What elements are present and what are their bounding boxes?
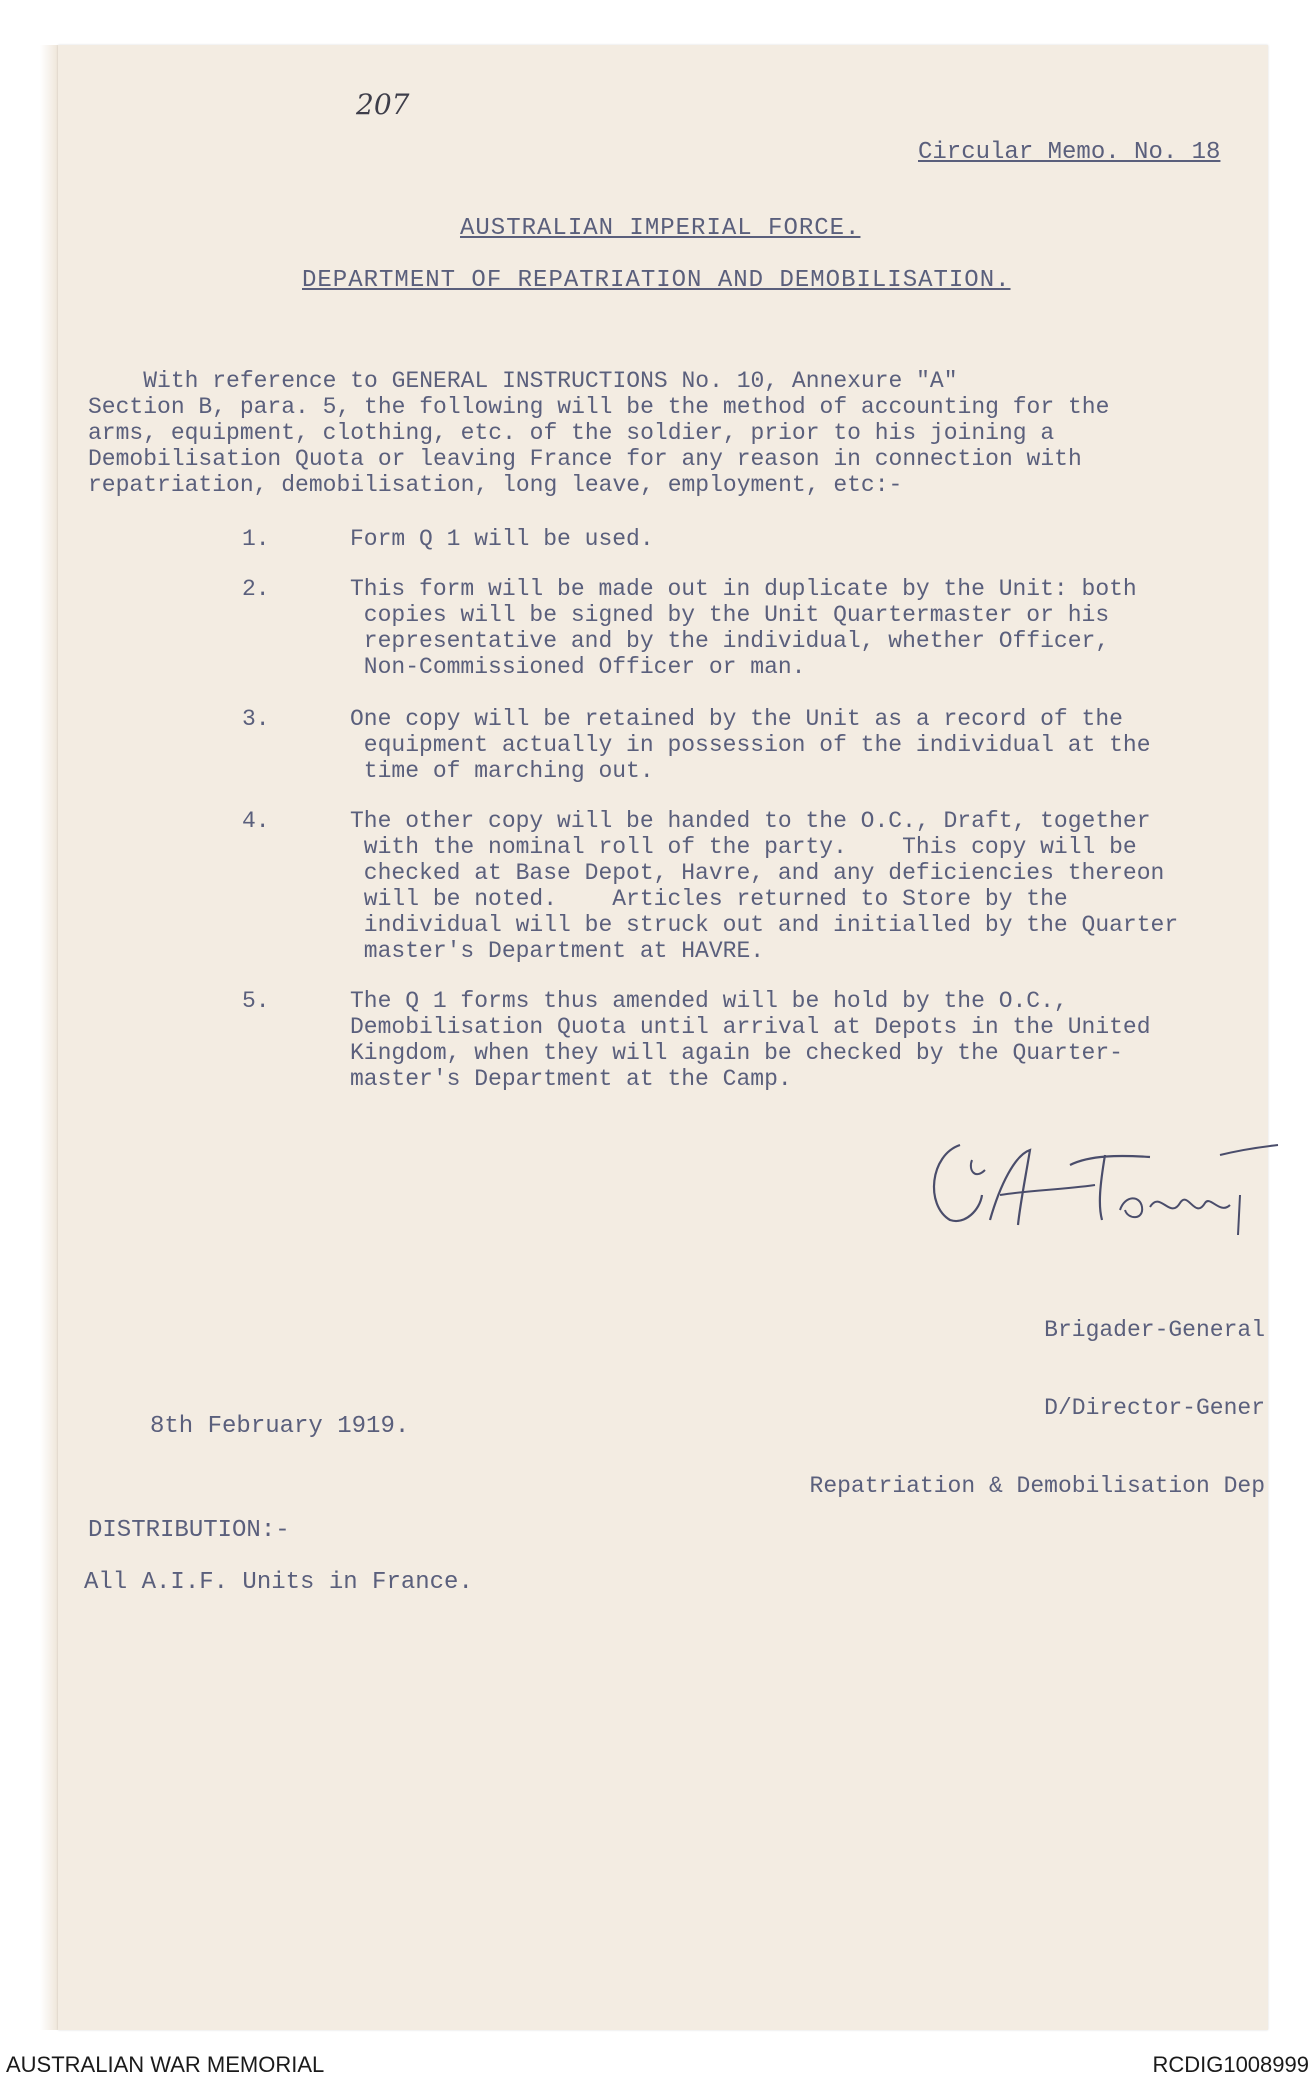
list-item-number: 2.: [242, 576, 270, 602]
distribution-item: All A.I.F. Units in France.: [84, 1569, 473, 1596]
list-item-text: This form will be made out in duplicate by the Unit: both copies will be signed by the Unit Quartermaster or his representative and by the individual, whether Officer, Non-Commissioned Officer or man.: [350, 576, 1137, 680]
distribution-label: DISTRIBUTION:-: [88, 1517, 290, 1544]
list-item-text: The Q 1 forms thus amended will be hold by the O.C., Demobilisation Quota until arrival at Depots in the United Kingdom, when they will again be checked by the Quarter- master's Department at the Camp.: [350, 988, 1151, 1092]
memo-number: Circular Memo. No. 18: [918, 139, 1221, 166]
heading-organisation: AUSTRALIAN IMPERIAL FORCE.: [460, 215, 861, 242]
heading-department: DEPARTMENT OF REPATRIATION AND DEMOBILISATION.: [302, 267, 1011, 294]
footer-reference: RCDIG1008999: [1152, 2052, 1309, 2077]
signature-title-block: [760, 1265, 1265, 1525]
page-number: 207: [356, 88, 410, 121]
list-item-number: 1.: [242, 526, 270, 552]
signature-department: Repatriation & Demobilisation Dep: [809, 1473, 1265, 1499]
list-item-text: Form Q 1 will be used.: [350, 526, 654, 552]
footer-source: AUSTRALIAN WAR MEMORIAL: [6, 2052, 325, 2077]
list-item-number: 4.: [242, 808, 270, 834]
list-item-number: 3.: [242, 706, 270, 732]
handwritten-signature: [920, 1125, 1280, 1245]
document-date: 8th February 1919.: [150, 1413, 410, 1440]
list-item-text: The other copy will be handed to the O.C., Draft, together with the nominal roll of the party. This copy will be checked at Base Depot, Havre, and any deficiencies thereon will be noted. Articles returned to Store by the individual will be struck out and initialled by the Quarter master's Department at HAVRE.: [350, 808, 1179, 964]
signature-rank: Brigader-General: [1044, 1317, 1265, 1343]
list-item-number: 5.: [242, 988, 270, 1014]
intro-paragraph: With reference to GENERAL INSTRUCTIONS No. 10, Annexure "A" Section B, para. 5, the following will be the method of accounting for the arms, equipment, clothing, etc. of the soldier, prior to his joining a Demobilisation Quota or leaving France for any reason in connection with repatriation, demobilisation, long leave, employment, etc:-: [88, 368, 1110, 498]
list-item-text: One copy will be retained by the Unit as a record of the equipment actually in possession of the individual at the time of marching out.: [350, 706, 1151, 784]
signature-position: D/Director-Gener: [1044, 1395, 1265, 1421]
